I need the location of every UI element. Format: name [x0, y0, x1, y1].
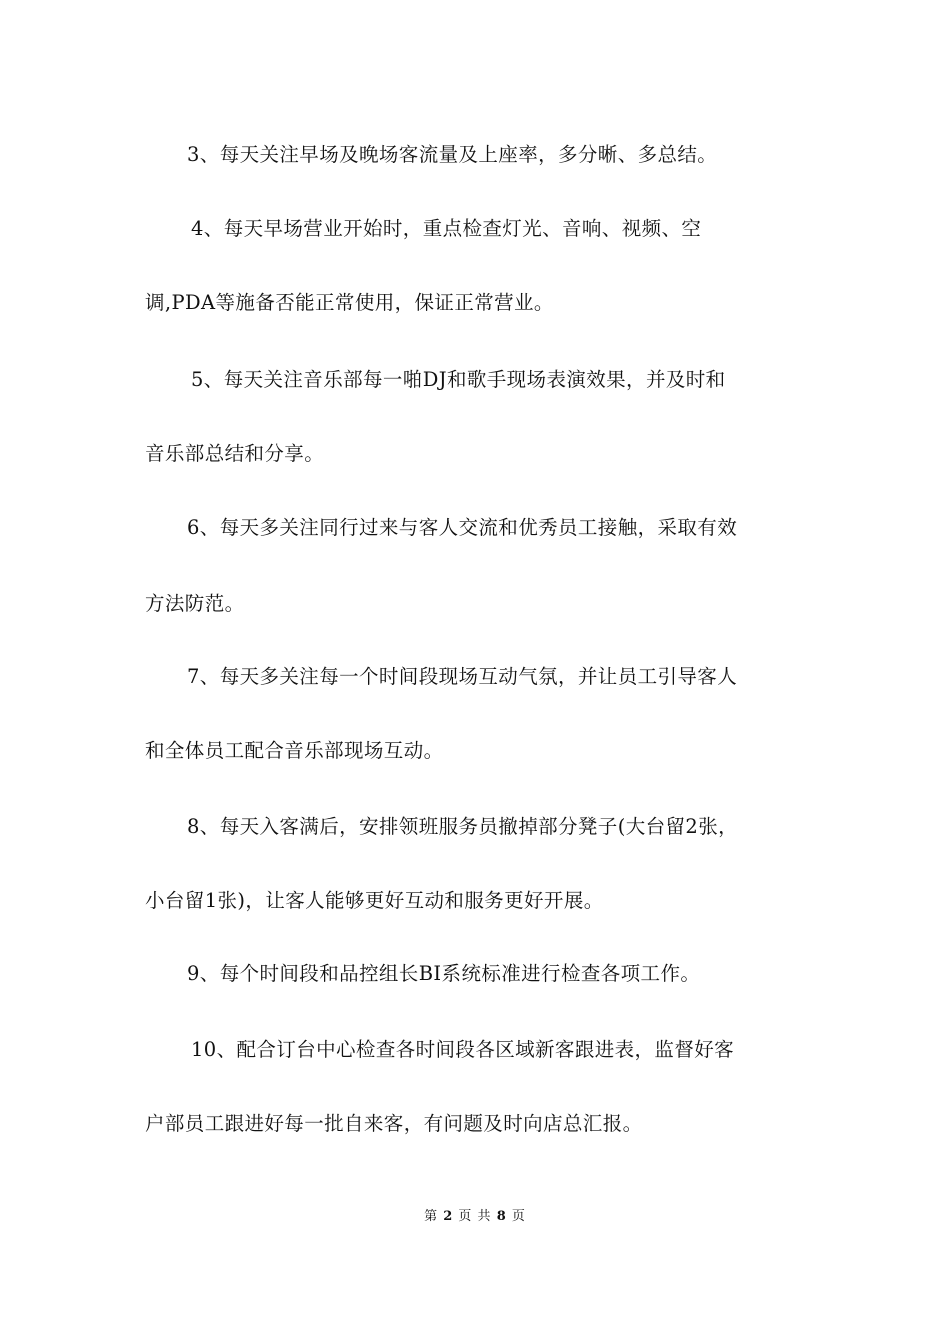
- paragraph-5-line-2: 音乐部总结和分享。: [145, 442, 325, 465]
- paragraph-3-line-1: 3、每天关注早场及晚场客流量及上座率，多分晰、多总结。: [187, 143, 718, 166]
- paragraph-4-line-1: 4、每天早场营业开始时，重点检查灯光、音响、视频、空: [191, 217, 702, 240]
- paragraph-7-line-2: 和全体员工配合音乐部现场互动。: [145, 739, 444, 762]
- paragraph-5-line-1: 5、每天关注音乐部每一啪DJ和歌手现场表演效果，并及时和: [191, 368, 726, 391]
- paragraph-9-line-1: 9、每个时间段和品控组长BI系统标准进行检查各项工作。: [187, 962, 701, 985]
- paragraph-4-line-2: 调,PDA等施备否能正常使用，保证正常营业。: [145, 291, 554, 314]
- paragraph-10-line-1: 10、配合订台中心检查各时间段各区域新客跟进表，监督好客: [191, 1038, 735, 1061]
- footer-middle: 页 共: [458, 1209, 492, 1224]
- footer-current-page: 2: [443, 1209, 454, 1224]
- paragraph-7-line-1: 7、每天多关注每一个时间段现场互动气氛，并让员工引导客人: [187, 665, 738, 688]
- footer-prefix: 第: [424, 1209, 439, 1224]
- paragraph-6-line-1: 6、每天多关注同行过来与客人交流和优秀员工接触，采取有效: [187, 516, 738, 539]
- paragraph-8-line-1: 8、每天入客满后，安排领班服务员撤掉部分凳子(大台留2张，: [187, 815, 739, 838]
- footer-total-pages: 8: [496, 1209, 507, 1224]
- footer-suffix: 页: [511, 1209, 526, 1224]
- paragraph-8-line-2: 小台留1张)，让客人能够更好互动和服务更好开展。: [145, 889, 604, 912]
- paragraph-10-line-2: 户部员工跟进好每一批自来客，有问题及时向店总汇报。: [145, 1112, 643, 1135]
- page-footer: [0, 1208, 950, 1226]
- paragraph-6-line-2: 方法防范。: [145, 592, 245, 615]
